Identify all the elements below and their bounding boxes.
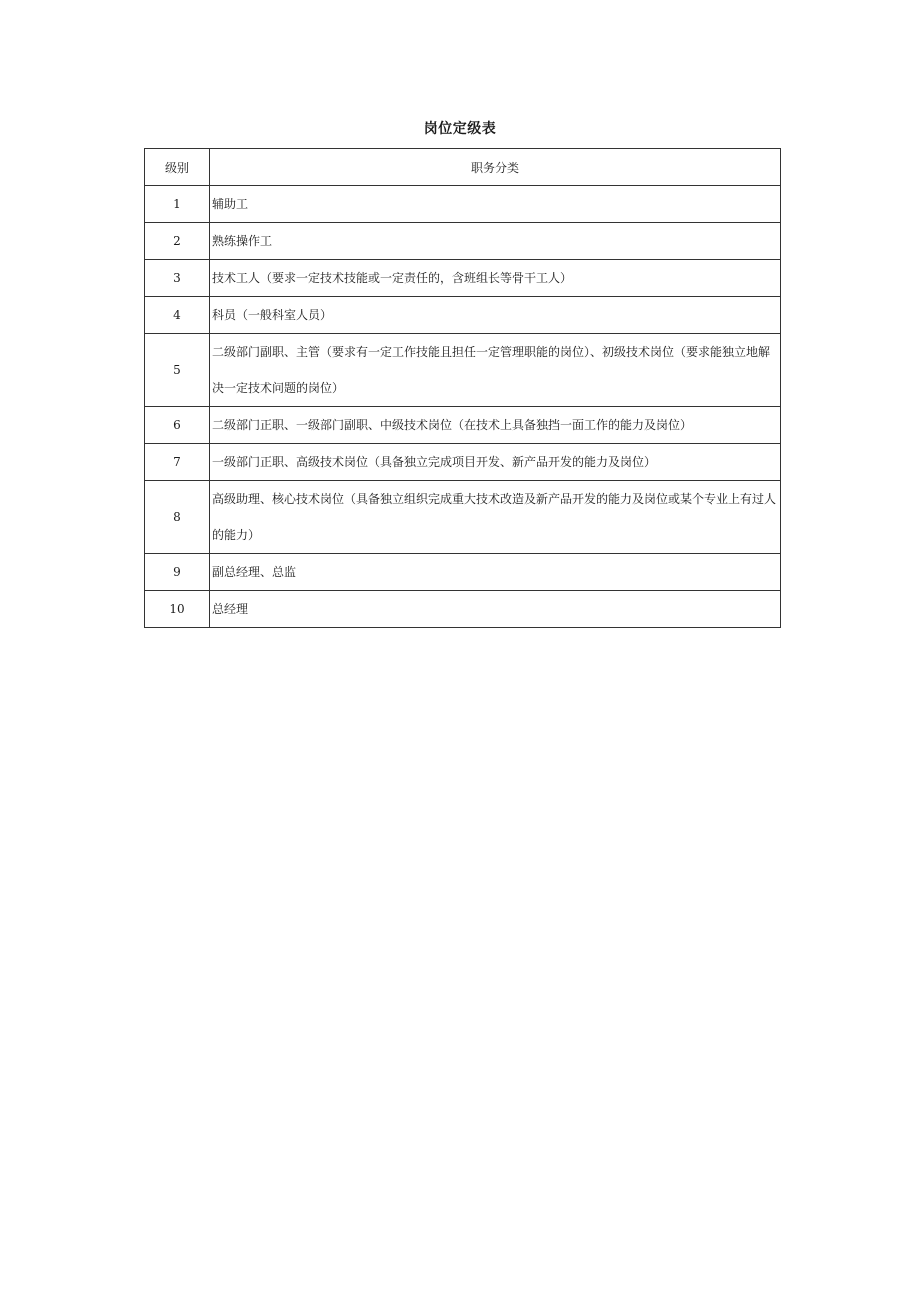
row-description: 技术工人（要求一定技术技能或一定责任的，含班组长等骨干工人） (210, 260, 781, 297)
row-level: 6 (145, 407, 210, 444)
row-level: 7 (145, 444, 210, 481)
table-row (145, 297, 781, 334)
row-description: 二级部门正职、一级部门副职、中级技术岗位（在技术上具备独挡一面工作的能力及岗位） (210, 407, 781, 444)
row-description: 科员（一般科室人员） (210, 297, 781, 334)
row-level: 4 (145, 297, 210, 334)
row-description: 二级部门副职、主管（要求有一定工作技能且担任一定管理职能的岗位）、初级技术岗位（要求能独立地解决一定技术问题的岗位） (210, 334, 781, 407)
row-description: 一级部门正职、高级技术岗位（具备独立完成项目开发、新产品开发的能力及岗位） (210, 444, 781, 481)
table-row (145, 223, 781, 260)
row-level: 3 (145, 260, 210, 297)
row-level: 8 (145, 481, 210, 554)
row-description: 熟练操作工 (210, 223, 781, 260)
table-row (145, 554, 781, 591)
row-description: 总经理 (210, 591, 781, 628)
row-level: 2 (145, 223, 210, 260)
document-title: 岗位定级表 (423, 121, 497, 137)
row-level: 1 (145, 186, 210, 223)
row-level: 9 (145, 554, 210, 591)
row-description: 副总经理、总监 (210, 554, 781, 591)
table-row (145, 334, 781, 407)
table-row (145, 407, 781, 444)
row-level: 10 (145, 591, 210, 628)
table-row (145, 186, 781, 223)
row-description: 辅助工 (210, 186, 781, 223)
table-row (145, 260, 781, 297)
table-row (145, 481, 781, 554)
job-grade-table (144, 148, 781, 628)
header-category: 职务分类 (210, 149, 781, 186)
row-level: 5 (145, 334, 210, 407)
table-row (145, 591, 781, 628)
table-header-row (145, 149, 781, 186)
header-level: 级别 (145, 149, 210, 186)
row-description: 高级助理、核心技术岗位（具备独立组织完成重大技术改造及新产品开发的能力及岗位或某个专业上有过人的能力） (210, 481, 781, 554)
table-row (145, 444, 781, 481)
